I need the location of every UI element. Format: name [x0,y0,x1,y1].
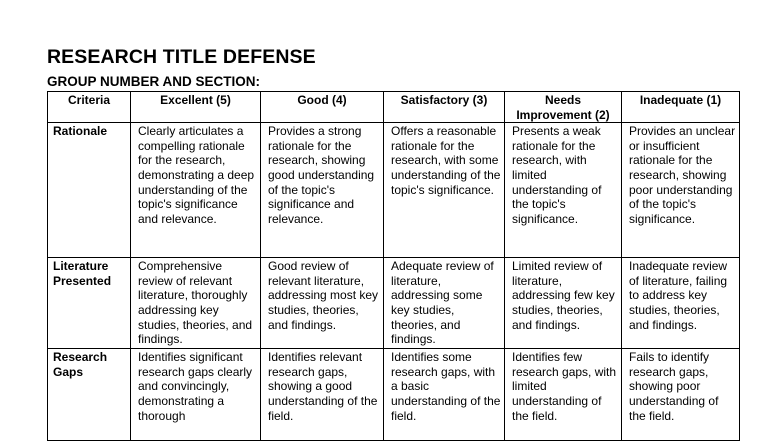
table-cell: Provides an unclear or insufficient rationale for the research, showing poor understanding of the topic's significance. [622,123,740,258]
table-cell: Identifies significant research gaps clearly and convincingly, demonstrating a thorough [131,349,261,441]
table-cell: Offers a reasonable rationale for the research, with some understanding of the topic's significance. [384,123,505,258]
criteria-cell: Rationale [48,123,131,258]
column-header-excellent: Excellent (5) [131,92,261,123]
table-cell: Comprehensive review of relevant literature, thoroughly addressing key studies, theories, and findings. [131,258,261,349]
table-cell: Presents a weak rationale for the research, with limited understanding of the topic's significance. [505,123,622,258]
table-cell: Good review of relevant literature, addressing most key studies, theories, and findings. [261,258,384,349]
criteria-cell: Research Gaps [48,349,131,441]
table-cell: Provides a strong rationale for the research, showing good understanding of the topic's significance and relevance. [261,123,384,258]
column-header-inadequate: Inadequate (1) [622,92,740,123]
table-cell: Inadequate review of literature, failing to address key studies, theories, and findings. [622,258,740,349]
table-row [48,258,740,349]
document-title: RESEARCH TITLE DEFENSE [47,46,316,68]
column-header-criteria: Criteria [48,92,131,123]
column-header-needs-improvement: Needs Improvement (2) [505,92,622,123]
column-header-satisfactory: Satisfactory (3) [384,92,505,123]
table-cell: Identifies few research gaps, with limited understanding of the field. [505,349,622,441]
table-row [48,349,740,441]
table-cell: Limited review of literature, addressing few key studies, theories, and findings. [505,258,622,349]
criteria-cell: Literature Presented [48,258,131,349]
table-cell: Identifies some research gaps, with a basic understanding of the field. [384,349,505,441]
table-cell: Fails to identify research gaps, showing poor understanding of the field. [622,349,740,441]
table-row [48,123,740,258]
table-cell: Adequate review of literature, addressing some key studies, theories, and findings. [384,258,505,349]
table-cell: Identifies relevant research gaps, showing a good understanding of the field. [261,349,384,441]
group-section-label: GROUP NUMBER AND SECTION: [47,74,261,89]
table-header-row [48,92,740,123]
rubric-table [47,91,740,441]
column-header-good: Good (4) [261,92,384,123]
table-cell: Clearly articulates a compelling rationale for the research, demonstrating a deep understanding of the topic's significance and relevance. [131,123,261,258]
